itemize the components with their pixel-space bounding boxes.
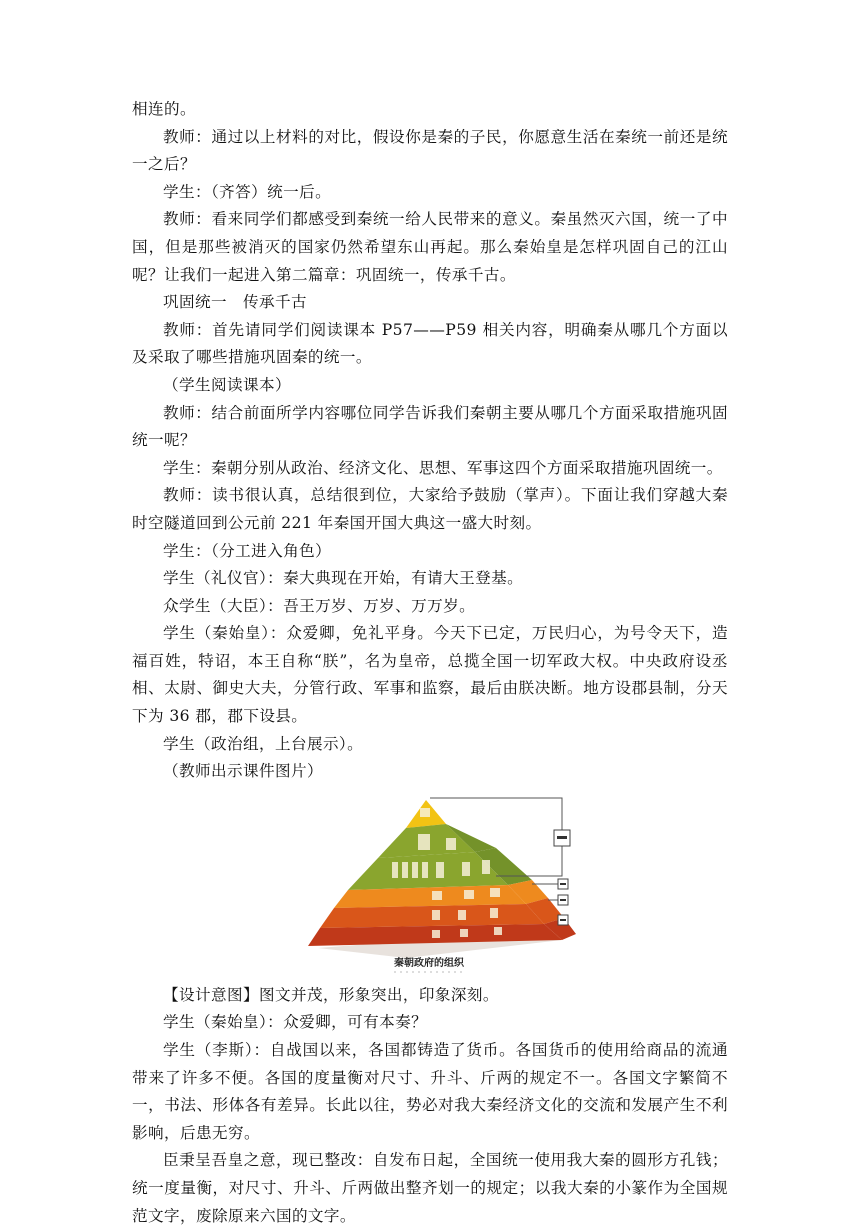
paragraph: 学生：秦朝分别从政治、经济文化、思想、军事这四个方面采取措施巩固统一。 <box>163 458 723 477</box>
paragraph: 学生（政治组，上台展示）。 <box>163 734 364 753</box>
paragraph: 众学生（大臣）：吾王万岁、万岁、万万岁。 <box>163 596 476 615</box>
paragraph: 相连的。 <box>132 100 196 118</box>
paragraph: （学生阅读课本） <box>163 375 291 394</box>
paragraph: 学生（秦始皇）：众爱卿，可有本奏？ <box>163 1013 428 1032</box>
paragraph: 学生（秦始皇）：众爱卿，免礼平身。今天下已定，万民归心，为号令天下，造福百姓，特诏，本王自称“朕”，名为皇帝，总揽全国一切军政大权。中央政府设丞相、太尉、御史大夫，分管行政、军事和监察，最后由朕决断。地方设郡县制，分天下为 36 郡，郡下设县。 <box>132 624 728 726</box>
design-intent: 【设计意图】图文并茂，形象突出，印象深刻。 <box>163 985 499 1004</box>
paragraph: 臣秉呈吾皇之意，现已整改：自发布日起，全国统一使用我大秦的圆形方孔钱；统一度量衡，对尺寸、升斗、斤两做出整齐划一的规定；以我大秦的小篆作为全国规范文字，废除原来六国的文字。 <box>132 1151 728 1225</box>
paragraph: 教师：结合前面所学内容哪位同学告诉我们秦朝主要从哪几个方面采取措施巩固统一呢？ <box>132 403 728 450</box>
paragraph: 学生（礼仪官）：秦大典现在开始，有请大王登基。 <box>163 569 524 588</box>
document-page <box>132 96 728 1230</box>
pyramid-diagram <box>300 790 600 980</box>
paragraph: 教师：首先请同学们阅读课本 P57——P59 相关内容，明确秦从哪几个方面以及采取了哪些措施巩固秦的统一。 <box>132 320 728 367</box>
paragraph: 教师：通过以上材料的对比，假设你是秦的子民，你愿意生活在秦统一前还是统一之后？ <box>132 127 728 174</box>
figure-caption: 秦朝政府的组织 <box>394 957 464 969</box>
qin-government-pyramid-figure <box>300 790 600 980</box>
paragraph: 教师：读书很认真，总结很到位，大家给予鼓励（掌声）。下面让我们穿越大秦时空隧道回到公元前 221 年秦国开国大典这一盛大时刻。 <box>132 486 728 532</box>
paragraph: 学生：（分工进入角色） <box>163 541 332 560</box>
paragraph: 学生（李斯）：自战国以来，各国都铸造了货币。各国货币的使用给商品的流通带来了许多不便。各国的度量衡对尺寸、升斗、斤两的规定不一。各国文字繁简不一，书法、形体各有差异。长此以往，势必对我大秦经济文化的交流和发展产生不利影响，后患无穷。 <box>132 1041 728 1142</box>
paragraph: 教师：看来同学们都感受到秦统一给人民带来的意义。秦虽然灭六国，统一了中国，但是那些被消灭的国家仍然希望东山再起。那么秦始皇是怎样巩固自己的江山呢？让我们一起进入第二篇章：巩固统一，传承千古。 <box>132 210 728 284</box>
paragraph: （教师出示课件图片） <box>163 762 323 781</box>
paragraph: 学生：（齐答）统一后。 <box>163 182 332 201</box>
section-heading: 巩固统一 传承千古 <box>163 293 307 312</box>
